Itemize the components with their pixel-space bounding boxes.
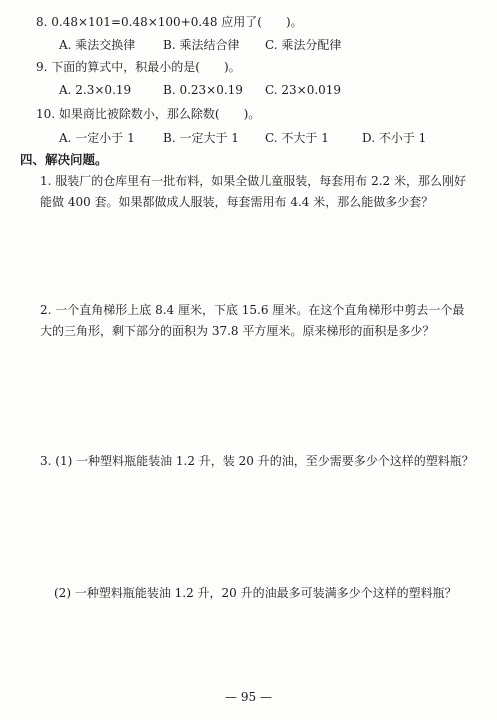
question-9-option-b: B. 0.23×0.19 [163,83,243,97]
question-10-option-b: B. 一定大于 1 [163,131,239,145]
question-10-option-d: D. 不小于 1 [362,131,427,145]
question-8-option-c: C. 乘法分配律 [265,38,342,52]
question-10-option-c: C. 不大于 1 [265,131,329,145]
question-9-option-c: C. 23×0.019 [265,83,342,97]
question-9-option-a: A. 2.3×0.19 [59,83,132,97]
question-9-stem: 9. 下面的算式中，积最小的是( )。 [36,60,241,74]
question-10-stem: 10. 如果商比被除数小，那么除数( )。 [36,107,261,121]
question-8-stem: 8. 0.48×101=0.48×100+0.48 应用了( )。 [36,15,303,29]
page-number: — 95 — [225,690,272,704]
question-8-option-b: B. 乘法结合律 [163,38,240,52]
question-8-option-a: A. 乘法交换律 [59,38,136,52]
question-10-option-a: A. 一定小于 1 [59,131,135,145]
section-heading: 四、解决问题。 [20,152,108,167]
problem-3-part-1-text: 3. (1) 一种塑料瓶能装油 1.2 升，装 20 升的油，至少需要多少个这样的塑料瓶？ [40,454,474,468]
problem-3-part-2-text: (2) 一种塑料瓶能装油 1.2 升，20 升的油最多可装满多少个这样的塑料瓶？ [54,586,457,600]
problem-2-text: 2. 一个直角梯形上底 8.4 厘米，下底 15.6 厘米。在这个直角梯形中剪去一个最大的三角形，剩下部分的面积为 37.8 平方厘米。原来梯形的面积是多少？ [40,303,465,338]
problem-1-text: 1. 服装厂的仓库里有一批布料，如果全做儿童服装，每套用布 2.2 米，那么刚好能做 400 套。如果都做成人服装，每套需用布 4.4 米，那么能做多少套？ [40,174,466,209]
